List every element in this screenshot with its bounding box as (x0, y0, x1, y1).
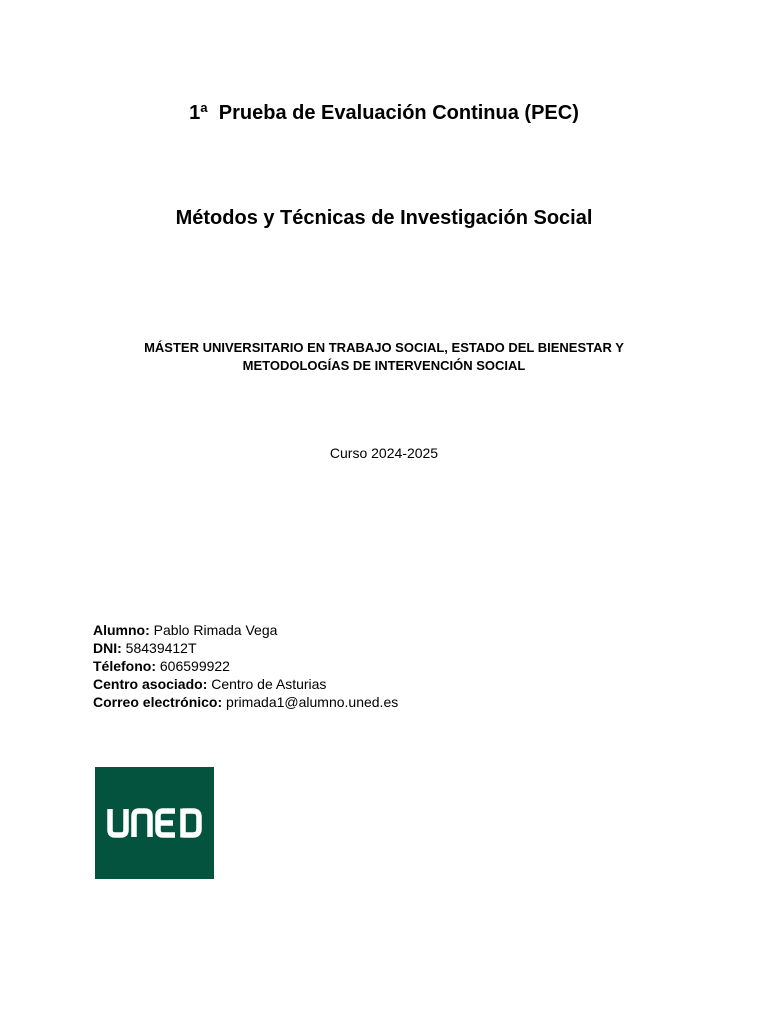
program-line-1: MÁSTER UNIVERSITARIO EN TRABAJO SOCIAL, ESTADO DEL BIENESTAR Y (144, 340, 624, 355)
uned-logo (95, 767, 214, 879)
student-email-row (93, 693, 398, 711)
uned-logo-wordmark-icon (95, 767, 214, 879)
student-email-value: primada1@alumno.uned.es (226, 694, 399, 710)
student-email-label: Correo electrónico: (93, 694, 223, 710)
title-text: Prueba de Evaluación Continua (PEC) (218, 102, 579, 124)
student-center-row (93, 675, 398, 693)
student-dni-row (93, 639, 398, 657)
program-line-2: METODOLOGÍAS DE INTERVENCIÓN SOCIAL (242, 358, 526, 373)
student-phone-value: 606599922 (159, 658, 230, 674)
student-name-value: Pablo Rimada Vega (153, 622, 278, 638)
student-info (93, 621, 398, 711)
subject-title: Métodos y Técnicas de Investigación Social (175, 207, 593, 229)
course-year: Curso 2024-2025 (329, 445, 439, 461)
student-dni-value: 58439412T (125, 640, 197, 656)
program-name (0, 339, 768, 375)
student-name-label: Alumno: (93, 622, 150, 638)
student-dni-label: DNI: (93, 640, 122, 656)
student-name-row (93, 621, 398, 639)
document-title (0, 102, 768, 125)
student-center-label: Centro asociado: (93, 676, 208, 692)
student-center-value: Centro de Asturias (211, 676, 327, 692)
student-phone-row (93, 657, 398, 675)
title-number: 1ª (189, 102, 208, 124)
student-phone-label: Télefono: (93, 658, 156, 674)
